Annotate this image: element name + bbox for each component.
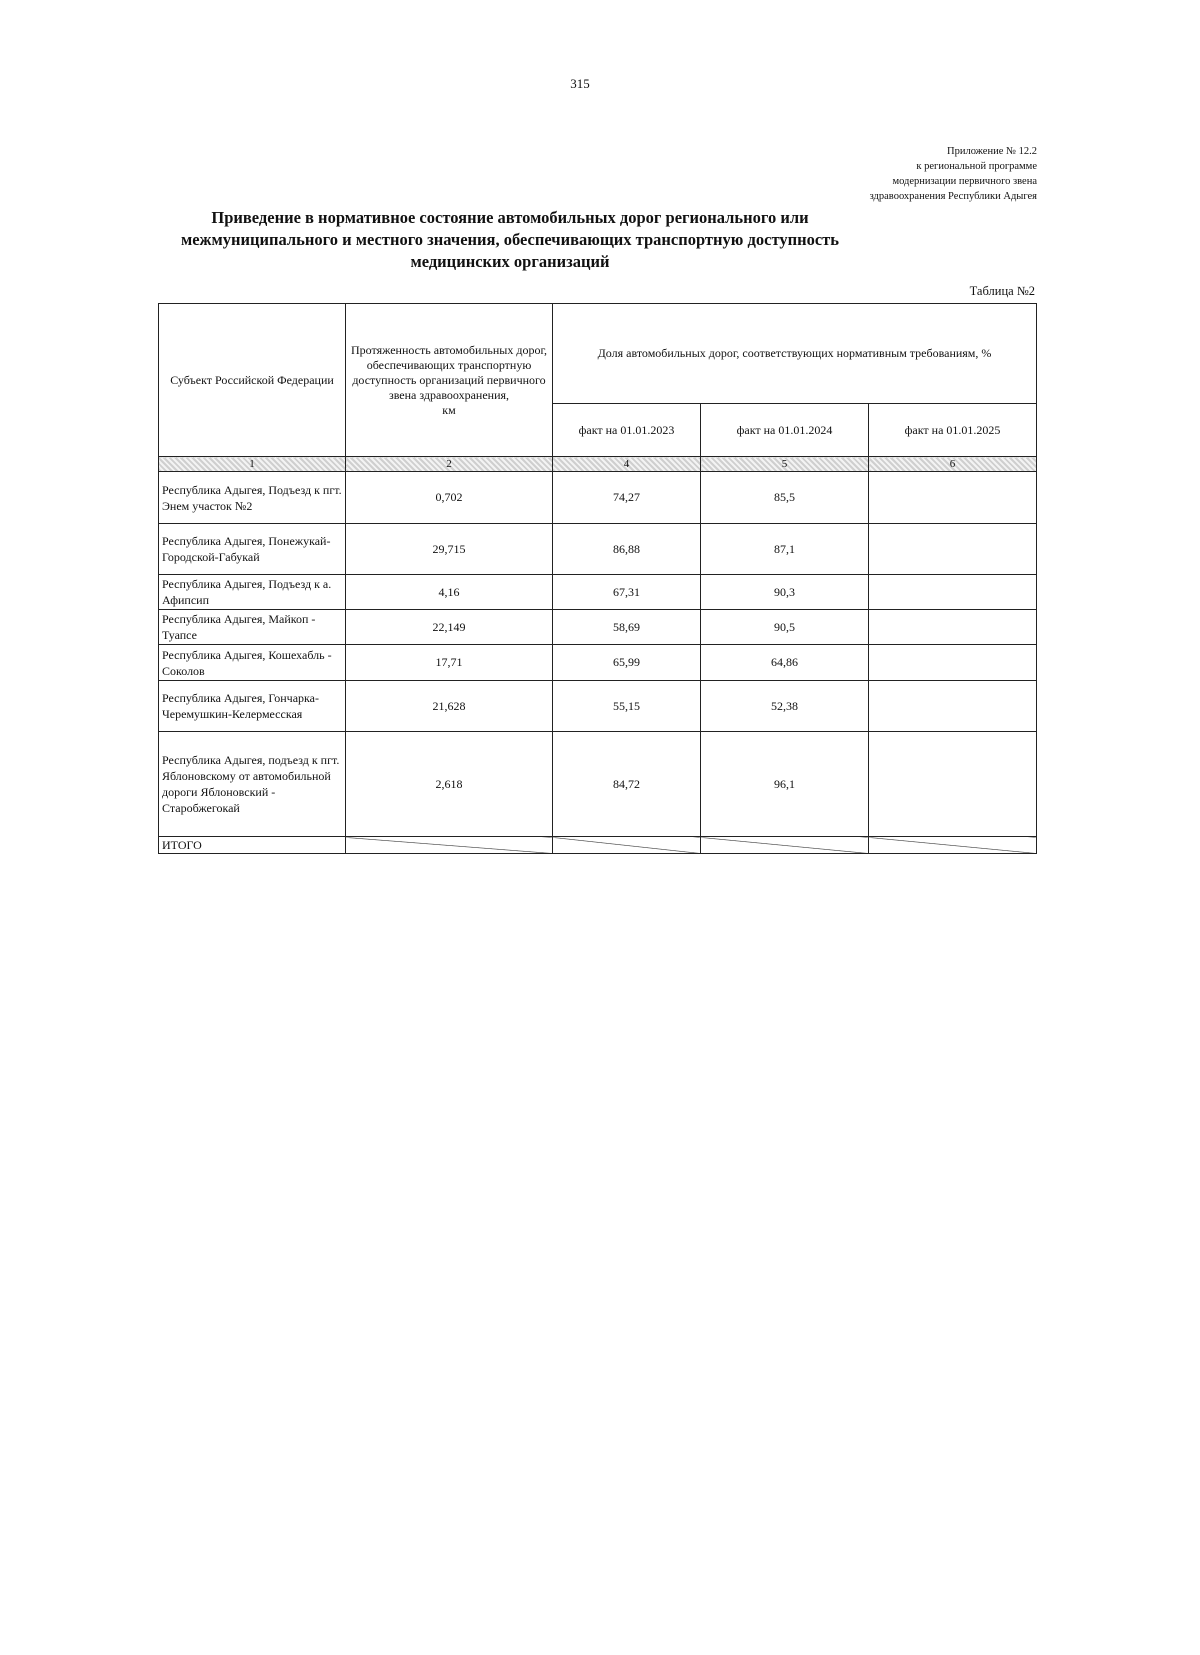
row-fact-2025: [869, 645, 1037, 681]
header-length-unit: км: [442, 402, 456, 417]
table-row: [159, 732, 1037, 837]
row-subject: Республика Адыгея, подъезд к пгт. Яблоновскому от автомобильной дороги Яблоновский - Старобжегокай: [159, 732, 346, 837]
row-subject: Республика Адыгея, Кошехабль - Соколов: [159, 645, 346, 681]
row-fact-2023: 58,69: [553, 610, 701, 645]
row-fact-2025: [869, 524, 1037, 575]
header-row: [159, 304, 1037, 404]
header-fact-2023: факт на 01.01.2023: [553, 404, 701, 457]
title-line: медицинских организаций: [410, 252, 610, 271]
row-length: 29,715: [346, 524, 553, 575]
header-subject-text: Субъект Российской Федерации: [170, 372, 334, 387]
title-line: межмуниципального и местного значения, обеспечивающих транспортную доступность: [180, 230, 840, 249]
row-fact-2025: [869, 681, 1037, 732]
header-length: [346, 304, 553, 457]
row-fact-2024: 90,5: [701, 610, 869, 645]
row-fact-2025: [869, 732, 1037, 837]
row-fact-2024: 96,1: [701, 732, 869, 837]
row-fact-2023: 74,27: [553, 472, 701, 524]
row-fact-2024: 90,3: [701, 575, 869, 610]
column-number: 5: [701, 457, 869, 472]
row-subject: Республика Адыгея, Подъезд к пгт. Энем участок №2: [159, 472, 346, 524]
row-subject: Республика Адыгея, Понежукай-Городской-Габукай: [159, 524, 346, 575]
header-share: [553, 304, 1037, 404]
row-length: 17,71: [346, 645, 553, 681]
row-fact-2023: 55,15: [553, 681, 701, 732]
header-length-text: Протяженность автомобильных дорог, обеспечивающих транспортную доступность организаций первичного звена здравоохранения,: [350, 342, 548, 402]
annex-line: Приложение № 12.2: [947, 146, 1037, 157]
document-title: [150, 207, 870, 273]
table-row: [159, 681, 1037, 732]
roads-table: [158, 303, 1037, 854]
row-subject: Республика Адыгея, Гончарка-Черемушкин-Келермесская: [159, 681, 346, 732]
row-fact-2025: [869, 575, 1037, 610]
total-empty-cell: [701, 837, 869, 854]
page-number: 315: [570, 76, 590, 91]
row-length: 2,618: [346, 732, 553, 837]
table-row: [159, 472, 1037, 524]
row-fact-2024: 52,38: [701, 681, 869, 732]
annex-line: здравоохранения Республики Адыгея: [869, 191, 1037, 202]
total-empty-cell: [869, 837, 1037, 854]
table-row: [159, 610, 1037, 645]
table-label: Таблица №2: [969, 284, 1035, 298]
row-fact-2024: 85,5: [701, 472, 869, 524]
header-subject: [159, 304, 346, 457]
row-fact-2024: 64,86: [701, 645, 869, 681]
row-subject: Республика Адыгея, Подъезд к а. Афипсип: [159, 575, 346, 610]
row-fact-2025: [869, 472, 1037, 524]
table-row: [159, 524, 1037, 575]
total-empty-cell: [346, 837, 553, 854]
row-subject: Республика Адыгея, Майкоп - Туапсе: [159, 610, 346, 645]
annex-line: к региональной программе: [916, 161, 1037, 172]
annex-line: модернизации первичного звена: [892, 176, 1037, 187]
annex-note: [870, 144, 1037, 204]
column-number: 6: [869, 457, 1037, 472]
row-fact-2023: 67,31: [553, 575, 701, 610]
table-row: [159, 575, 1037, 610]
row-length: 22,149: [346, 610, 553, 645]
total-empty-cell: [553, 837, 701, 854]
column-number: 2: [346, 457, 553, 472]
table-row: [159, 645, 1037, 681]
total-label: ИТОГО: [159, 837, 346, 854]
row-fact-2025: [869, 610, 1037, 645]
row-fact-2023: 84,72: [553, 732, 701, 837]
header-share-text: Доля автомобильных дорог, соответствующих нормативным требованиям, %: [597, 346, 992, 360]
row-fact-2024: 87,1: [701, 524, 869, 575]
column-number-row: [159, 457, 1037, 472]
row-fact-2023: 86,88: [553, 524, 701, 575]
total-row: [159, 837, 1037, 854]
header-fact-2025: факт на 01.01.2025: [869, 404, 1037, 457]
row-length: 4,16: [346, 575, 553, 610]
header-fact-2024: факт на 01.01.2024: [701, 404, 869, 457]
column-number: 1: [159, 457, 346, 472]
row-fact-2023: 65,99: [553, 645, 701, 681]
title-line: Приведение в нормативное состояние автомобильных дорог регионального или: [211, 208, 809, 227]
row-length: 21,628: [346, 681, 553, 732]
row-length: 0,702: [346, 472, 553, 524]
column-number: 4: [553, 457, 701, 472]
